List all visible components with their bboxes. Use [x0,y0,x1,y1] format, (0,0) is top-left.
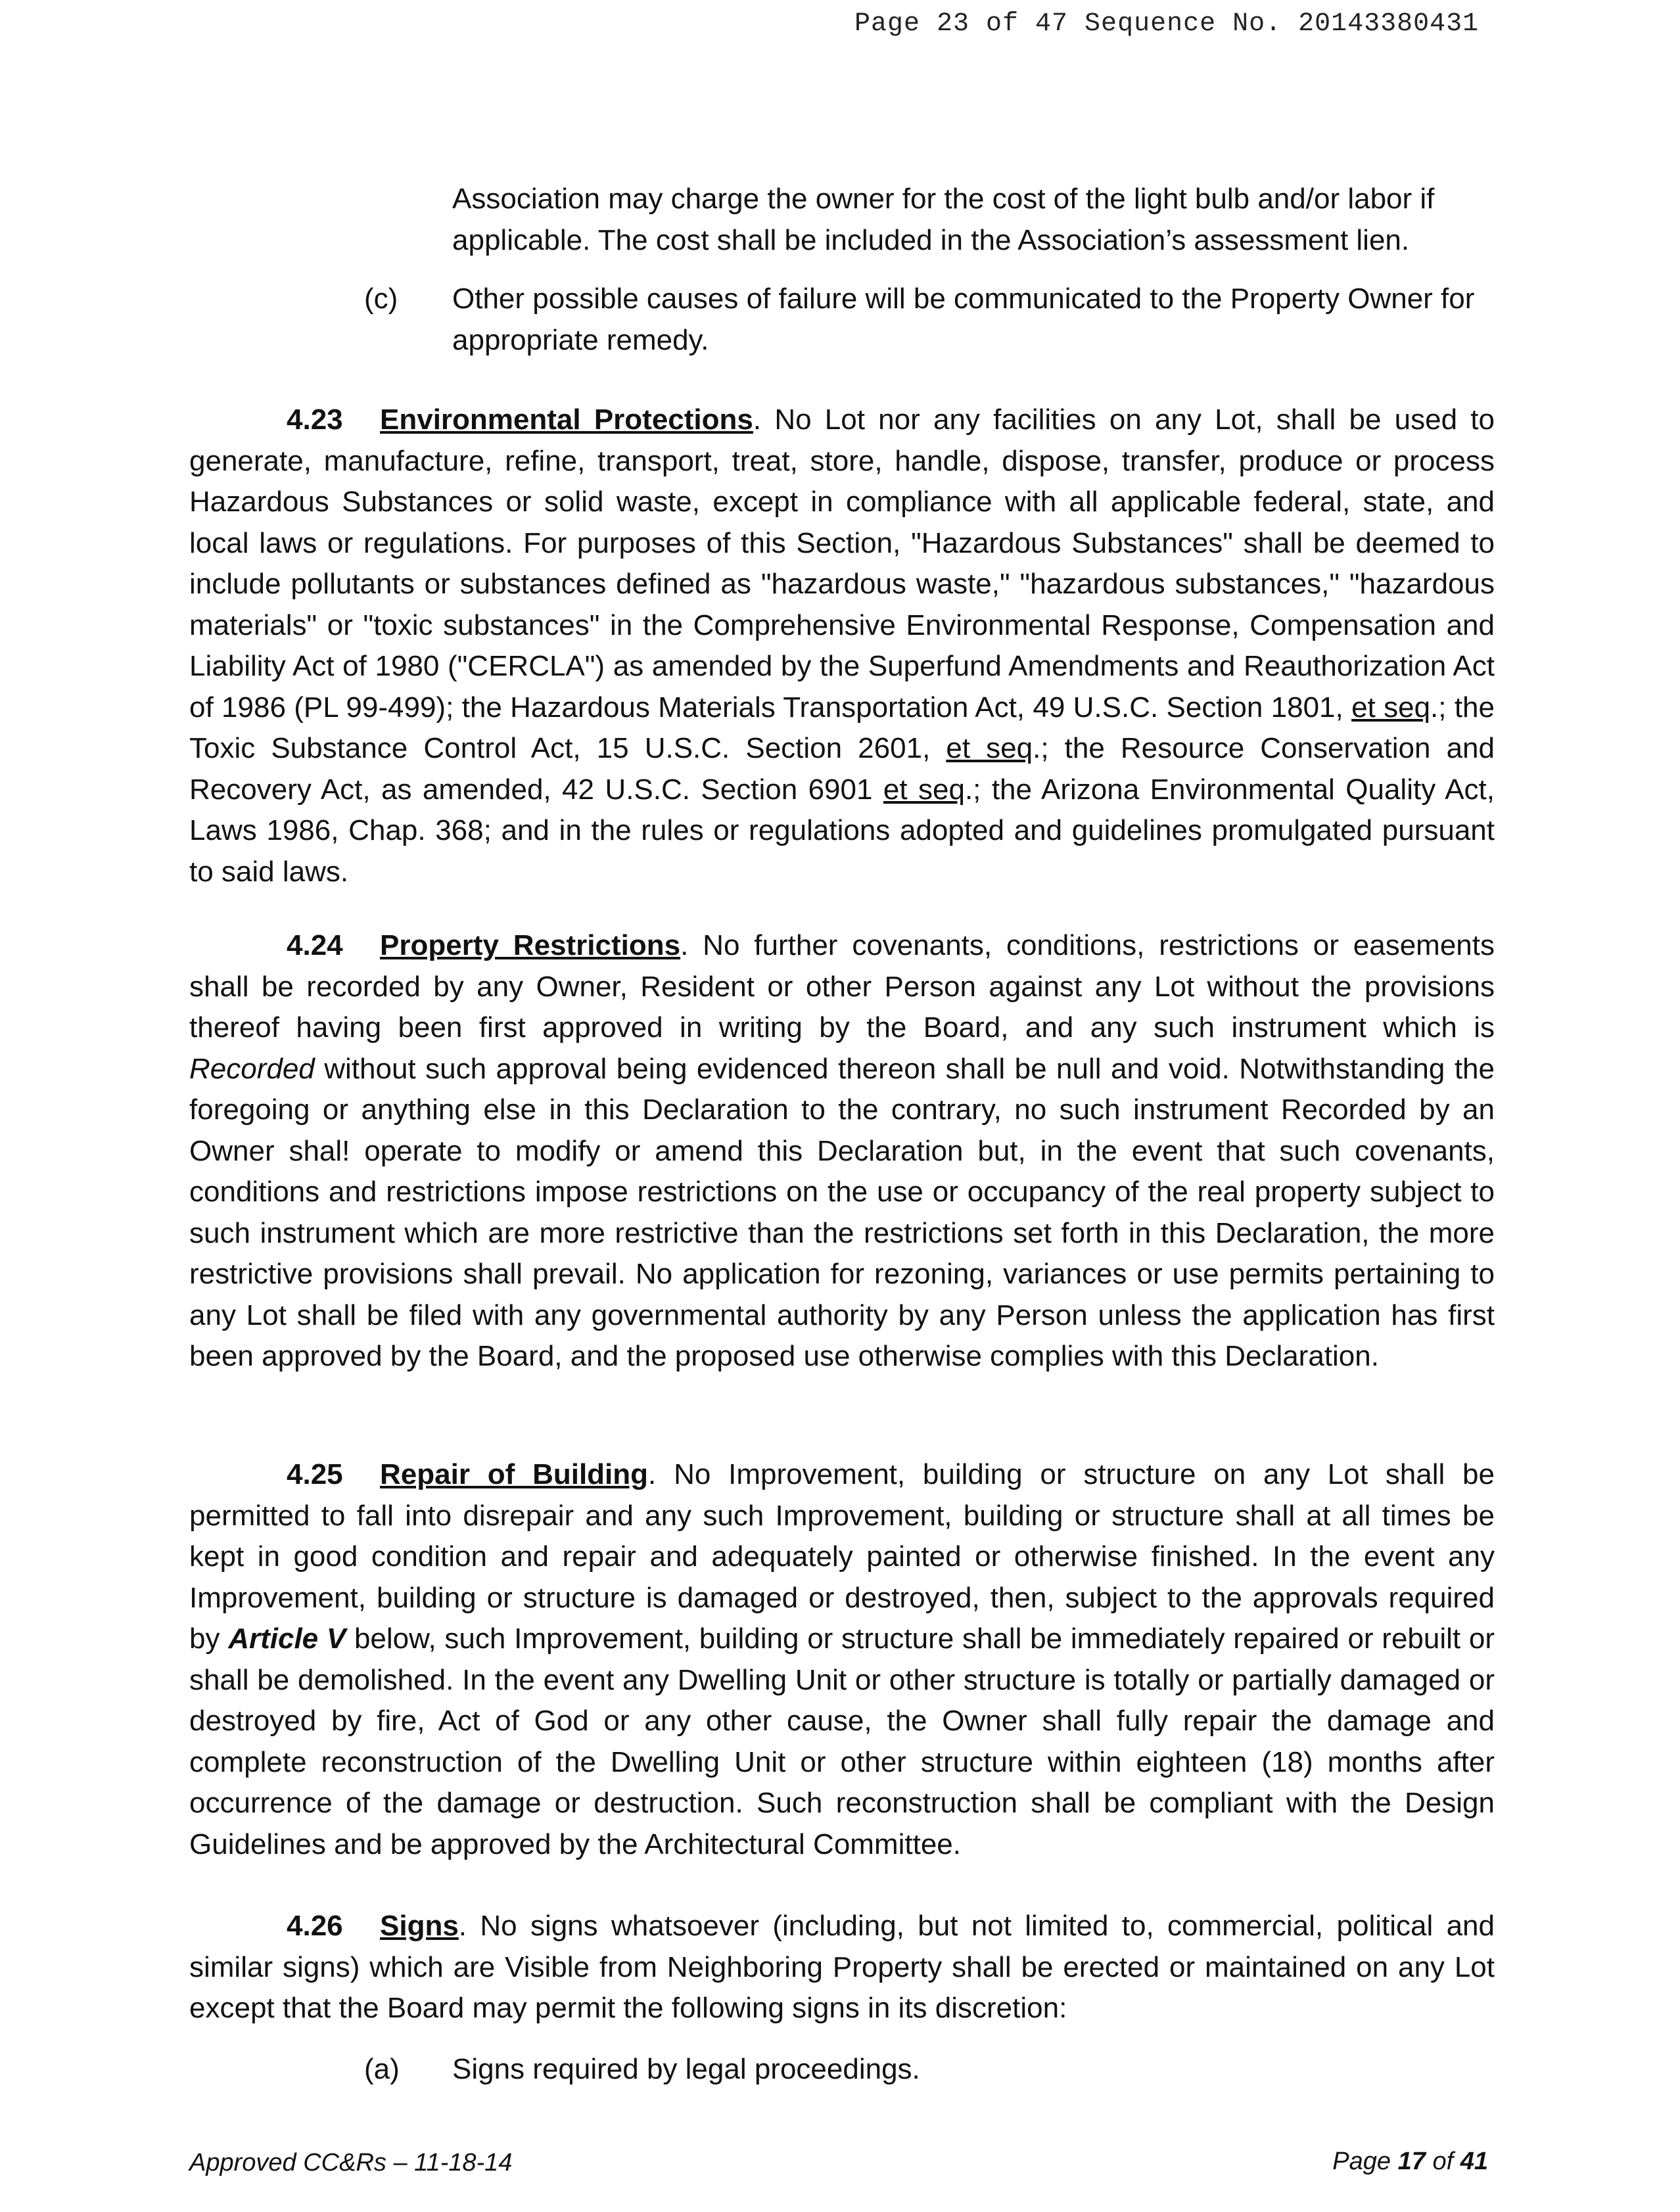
section-title: Repair of Building [380,1458,649,1490]
footer-page-current: 17 [1397,2148,1426,2175]
section-text: below, such Improvement, building or structure shall be immediately repaired or rebuilt or shall be demolished. In the event any Dwelling Unit or other structure is totally or partially damaged or destroyed by fire, Act of God or any other cause, the Owner shall fully repair the damage and complete reconstruction of the Dwelling Unit or other structure within eighteen (18) months after occurrence of the damage or destruction. Such reconstruction shall be compliant with the Design Guidelines and be approved by the Architectural Committee. [189,1623,1495,1860]
section-4-26 [189,1906,1495,2029]
section-number: 4.23 [287,403,343,436]
list-text-c: Other possible causes of failure will be communicated to the Property Owner for appropriate remedy. [452,283,1475,356]
section-text: . No further covenants, conditions, restrictions or easements shall be recorded by any Owner, Resident or other Person against any Lot without the provisions thereof having been first approved in writing by the Board, and any such instrument which is [189,929,1495,1044]
section-title: Property Restrictions [380,929,681,961]
article-reference: Article V [228,1623,346,1655]
section-text: without such approval being evidenced thereon shall be null and void. Notwithstanding the foregoing or anything else in this Declaration to the contrary, no such instrument Recorded by an Owner shal! operate to modify or amend this Declaration but, in the event that such covenants, conditions and restrictions impose restrictions on the use or occupancy of the real property subject to such instrument which are more restrictive than the restrictions set forth in this Declaration, the more restrictive provisions shall prevail. No application for rezoning, variances or use permits pertaining to any Lot shall be filed with any governmental authority by any Person unless the application has first been approved by the Board, and the proposed use otherwise complies with this Declaration. [189,1052,1495,1372]
section-number: 4.25 [287,1458,343,1490]
section-text: . No Lot nor any facilities on any Lot, shall be used to generate, manufacture, refine, transport, treat, store, handle, dispose, transfer, produce or process Hazardous Substances or solid waste, except in compliance with all applicable federal, state, and local laws or regulations. For purposes of this Section, "Hazardous Substances" shall be deemed to include pollutants or substances defined as "hazardous waste," "hazardous substances," "hazardous materials" or "toxic substances" in the Comprehensive Environmental Response, Compensation and Liability Act of 1980 ("CERCLA") as amended by the Superfund Amendments and Reauthorization Act of 1986 (PL 99-499); the Hazardous Materials Transportation Act, 49 U.S.C. Section 1801, [189,403,1495,724]
section-title: Environmental Protections [380,403,753,436]
section-title: Signs [380,1910,459,1942]
et-seq-text: et seq [1351,691,1431,724]
footer-page-word: Page [1332,2148,1391,2175]
section-4-24 [189,925,1495,1377]
section-text: .; the Arizona Environmental Quality Act, Laws 1986, Chap. 368; and in the rules or regulations adopted and guidelines promulgated pursuant to said laws. [189,773,1495,888]
section-4-25 [189,1454,1495,1865]
footer-of-word: of [1432,2148,1454,2175]
et-seq-text: et seq [883,773,965,806]
section-text: . No signs whatsoever (including, but not limited to, commercial, political and similar signs) which are Visible from Neighboring Property shall be erected or maintained on any Lot except that the Board may permit the following signs in its discretion: [189,1910,1495,2024]
sequence-header: Page 23 of 47 Sequence No. 20143380431 [854,9,1480,39]
list-marker-c: (c) [364,283,398,315]
section-number: 4.24 [287,929,343,961]
section-text: . No Improvement, building or structure on any Lot shall be permitted to fall into disrepair and any such Improvement, building or structure shall at all times be kept in good condition and repair and adequately painted or otherwise finished. In the event any Improvement, building or structure is damaged or destroyed, then, subject to the approvals required by [189,1458,1495,1655]
recorded-term: Recorded [189,1052,315,1085]
section-number: 4.26 [287,1910,343,1942]
footer-document-label: Approved CC&Rs – 11-18-14 [189,2149,513,2177]
list-marker-a: (a) [364,2053,400,2085]
continuation-paragraph: Association may charge the owner for the cost of the light bulb and/or labor if applicable. The cost shall be included in the Association’s assessment lien. [452,183,1435,256]
footer-page-total: 41 [1460,2148,1488,2175]
section-text: .; the Resource Conservation and Recovery Act, as amended, 42 U.S.C. Section 6901 [189,732,1495,806]
footer-page-number [1332,2148,1488,2176]
list-text-a: Signs required by legal proceedings. [452,2053,920,2085]
section-4-23 [189,400,1495,892]
section-text: .; the Toxic Substance Control Act, 15 U.S.C. Section 2601, [189,691,1495,764]
et-seq-text: et seq [946,732,1033,764]
